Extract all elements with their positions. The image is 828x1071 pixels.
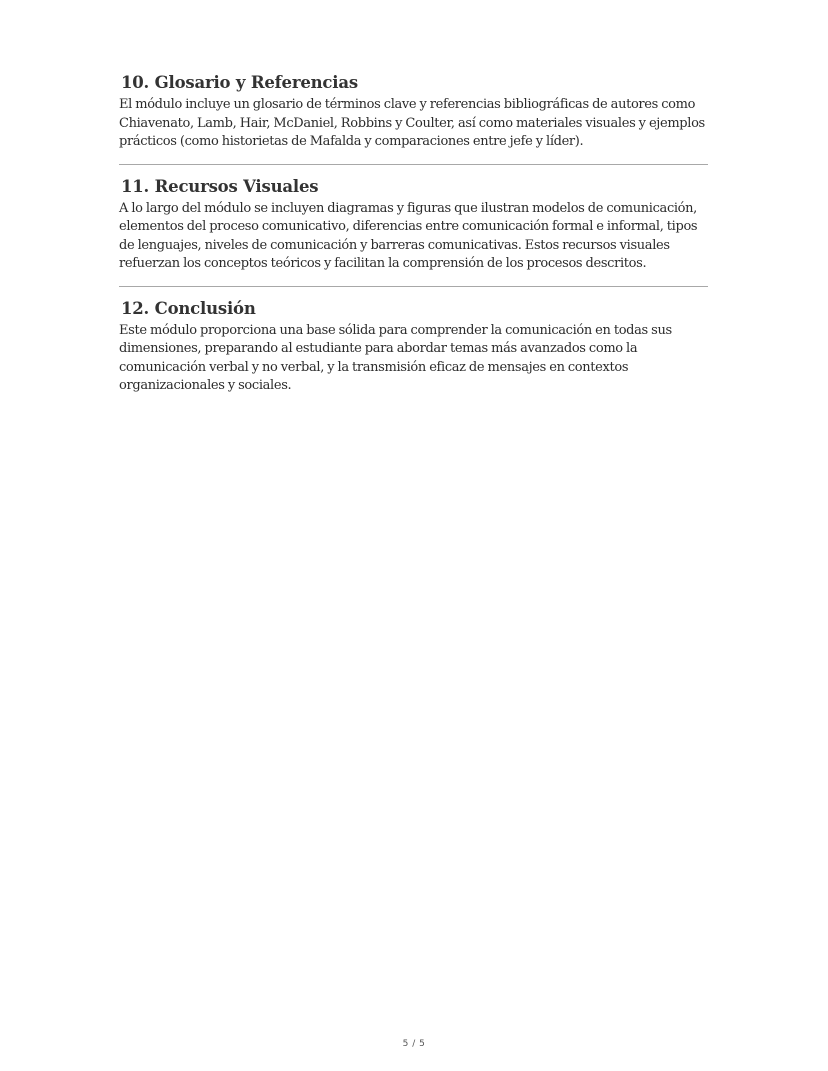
section-body: A lo largo del módulo se incluyen diagramas y figuras que ilustran modelos de comunicación, elementos del proceso comunicativo, diferencias entre comunicación formal e informal, tipos de lenguajes, niveles de comunicación y barreras comunicativas. Estos recursos visuales refuerzan los conceptos teóricos y facilitan la comprensión de los procesos descritos. — [119, 200, 698, 271]
section-recursos-visuales — [119, 176, 709, 274]
section-title: 11. Recursos Visuales — [121, 176, 319, 196]
section-conclusion — [119, 298, 709, 396]
section-body: El módulo incluye un glosario de términos clave y referencias bibliográficas de autores como Chiavenato, Lamb, Hair, McDaniel, Robbins y Coulter, así como materiales visuales y ejemplos prácticos (como historietas de Mafalda y comparaciones entre jefe y líder). — [119, 97, 705, 149]
page-number: 5 / 5 — [402, 1039, 426, 1049]
section-glosario-referencias — [119, 72, 709, 152]
section-divider — [119, 286, 708, 287]
section-body: Este módulo proporciona una base sólida para comprender la comunicación en todas sus dimensiones, preparando al estudiante para abordar temas más avanzados como la comunicación verbal y no verbal, y la transmisión eficaz de mensajes en contextos organizacionales y sociales. — [119, 322, 672, 393]
page-content — [119, 72, 709, 396]
section-divider — [119, 164, 708, 165]
section-title: 12. Conclusión — [121, 298, 256, 318]
section-title: 10. Glosario y Referencias — [121, 73, 358, 92]
